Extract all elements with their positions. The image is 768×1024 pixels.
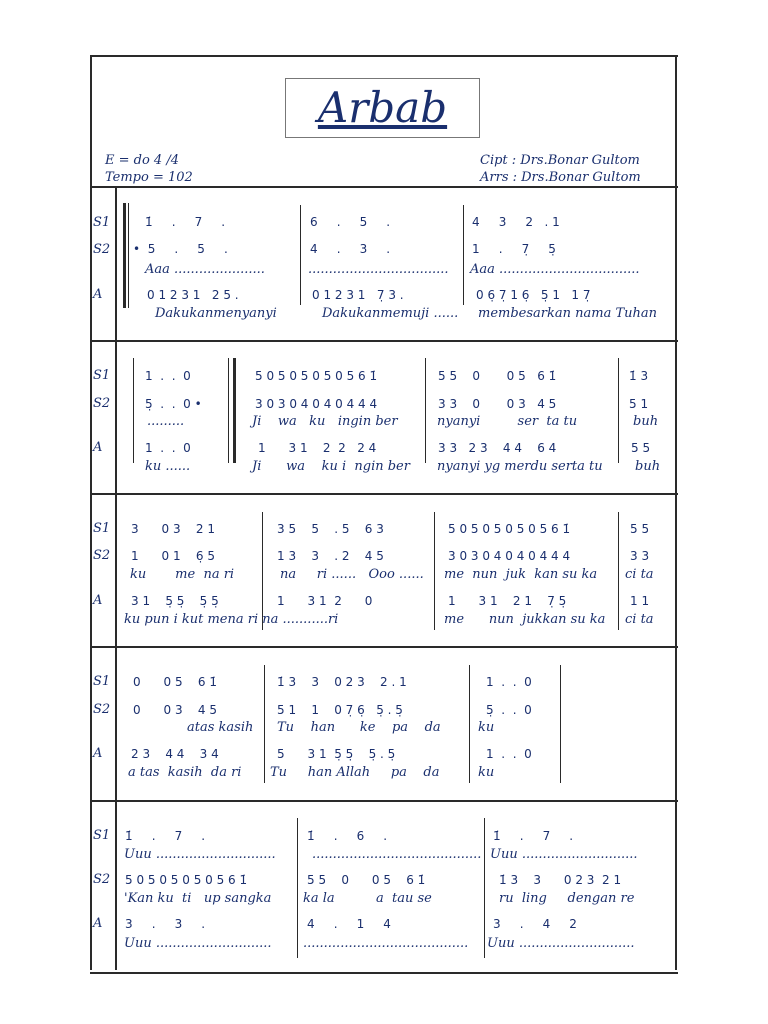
lyric: .................................. <box>308 262 449 277</box>
voice-label-s2: S2 <box>93 702 111 717</box>
lyric: Tu han ke pa da <box>277 720 441 735</box>
voice-label-a: A <box>93 440 103 455</box>
voice-label-s1: S1 <box>93 215 111 230</box>
lyric: buh <box>635 459 661 474</box>
lyric: ku <box>478 720 495 735</box>
measure: 1̇ . 7 . <box>125 829 206 843</box>
page-title: Arbab <box>317 83 448 132</box>
repeat-bar <box>128 203 129 308</box>
measure: 1̇ 3 <box>629 369 649 383</box>
measure: 4 . 3 . <box>310 242 391 256</box>
lyric: Dakukanmenyanyi <box>155 306 277 321</box>
lyric: ........................................ <box>303 936 469 951</box>
lyric: na ri ...... Ooo ...... <box>280 567 424 582</box>
measure: 1 . . 0 <box>486 675 532 689</box>
bar-line <box>618 358 619 463</box>
measure: 5 0 5 0 5 0 5 0 5 6 1̇ <box>448 522 571 536</box>
measure: 1̇ 3 3 0 2 3 2 . 1 <box>277 675 407 689</box>
arranger: Arrs : Drs.Bonar Gultom <box>480 170 641 185</box>
repeat-bar <box>228 358 229 463</box>
lyric: Tu han Allah pa da <box>270 765 440 780</box>
measure: 3 . 3 . <box>125 917 206 931</box>
bar-line <box>463 205 464 305</box>
measure: 1 1 <box>630 594 650 608</box>
system-divider <box>90 340 678 342</box>
lyric: a tas kasih da ri <box>128 765 242 780</box>
voice-label-s2: S2 <box>93 548 111 563</box>
frame-right <box>675 55 677 970</box>
bar-line <box>425 358 426 463</box>
measure: 1̇ 3 3 0 2 3 2 1 <box>499 873 622 887</box>
bar-line <box>469 665 470 783</box>
measure: 1 3 1 2 0 <box>277 594 373 608</box>
measure: 1 3 1 2 2 2 4 <box>258 441 377 455</box>
measure: 5 5 <box>630 522 650 536</box>
label-column-line <box>115 186 117 970</box>
lyric: Ji wa ku i ngin ber <box>252 459 410 474</box>
voice-label-s1: S1 <box>93 674 111 689</box>
measure: 3 0 3 0 4 0 4 0 4 4 4 <box>255 397 378 411</box>
measure: 1 . 7̣ 5̣ <box>472 242 556 256</box>
tempo: Tempo = 102 <box>105 170 193 185</box>
measure: 6 . 5 . <box>310 215 391 229</box>
lyric: membesarkan nama Tuhan <box>478 306 658 321</box>
measure: 4 . 1 4 <box>307 917 391 931</box>
bar-line <box>297 818 298 958</box>
measure: 5 0 5 0 5 0 5 0 5 6 1̇ <box>125 873 248 887</box>
lyric: nyanyi yg merdu serta tu <box>437 459 603 474</box>
measure: 5 5 0 0 5 6 1̇ <box>307 873 426 887</box>
measure: 5 0 5 0 5 0 5 0 5 6 1̇ <box>255 369 378 383</box>
measure: 1̇ . 7 . <box>493 829 574 843</box>
voice-label-s1: S1 <box>93 521 111 536</box>
lyric: Uuu ............................. <box>124 847 276 862</box>
lyric: ku me na ri <box>130 567 235 582</box>
measure: • 5 . 5 . <box>133 242 228 256</box>
lyric: ci ta <box>625 567 654 582</box>
bar-line <box>560 665 561 783</box>
lyric: ru ling dengan re <box>499 891 635 906</box>
lyric: Aaa ...................... <box>145 262 265 277</box>
measure: 3 . 4 2 <box>493 917 577 931</box>
lyric: ci ta <box>625 612 654 627</box>
voice-label-s2: S2 <box>93 396 111 411</box>
lyric: ku <box>478 765 495 780</box>
measure: 5 3 1 5̣ 5̣ 5̣ . 5̣ <box>277 747 396 761</box>
bar-line <box>434 512 435 630</box>
measure: 4 3 2 . 1 <box>472 215 560 229</box>
lyric: 'Kan ku ti up sangka <box>124 891 272 906</box>
lyric: ......... <box>147 414 185 429</box>
lyric: ka la a tau se <box>303 891 432 906</box>
voice-label-a: A <box>93 593 103 608</box>
system-divider <box>90 493 678 495</box>
measure: 5 1 <box>629 397 649 411</box>
measure: 5 5 <box>631 441 651 455</box>
measure: 5̣ . . 0 <box>486 703 532 717</box>
bar-line <box>133 358 134 463</box>
lyric: buh <box>633 414 659 429</box>
lyric: Uuu ............................ <box>490 847 638 862</box>
voice-label-s2: S2 <box>93 872 111 887</box>
bar-line <box>300 205 301 305</box>
measure: 1 3 1 2 1 7̣ 5̣ <box>448 594 567 608</box>
measure: 0 0 5 6 1̇ <box>133 675 217 689</box>
measure: 3 0 3 2 1 <box>131 522 215 536</box>
voice-label-a: A <box>93 746 103 761</box>
measure: 1̇ . 6 . <box>307 829 388 843</box>
voice-label-a: A <box>93 287 103 302</box>
bar-line <box>264 665 265 783</box>
bar-line <box>618 512 619 630</box>
measure: 1̇ . 7 . <box>145 215 226 229</box>
measure: 3 3 0 0 3 4 5 <box>438 397 557 411</box>
lyric: Dakukanmemuji ...... <box>322 306 459 321</box>
measure: 5 1 1 0 7̣ 6̣ 5̣ . 5̣ <box>277 703 403 717</box>
lyric: nyanyi ser ta tu <box>437 414 578 429</box>
measure: 1 . . 0 <box>145 369 191 383</box>
measure: 2 3 4 4 3 4 <box>131 747 219 761</box>
measure: 1 0 1 6̣ 5 <box>131 549 215 563</box>
lyric: me nun juk kan su ka <box>444 567 598 582</box>
voice-label-s1: S1 <box>93 368 111 383</box>
voice-label-s1: S1 <box>93 828 111 843</box>
measure: 3 3 2 3 4 4 6 4 <box>438 441 557 455</box>
lyric: ku ...... <box>145 459 191 474</box>
measure: 0 6̣ 7̣ 1 6̣ 5̣ 1 1 7̣ <box>476 288 591 302</box>
lyric: ......................................... <box>312 847 482 862</box>
measure: 1 . . 0 <box>145 441 191 455</box>
measure: 0 0 3 4 5 <box>133 703 217 717</box>
lyric: ku pun i kut mena ri na ...........ri <box>124 612 339 627</box>
system-divider <box>90 800 678 802</box>
measure: 3 5 5 . 5 6 3 <box>277 522 384 536</box>
title-box <box>285 78 480 138</box>
measure: 3 1 5̣ 5̣ 5̣ 5̣ <box>131 594 219 608</box>
measure: 3 3 <box>630 549 650 563</box>
voice-label-a: A <box>93 916 103 931</box>
composer: Cipt : Drs.Bonar Gultom <box>480 153 640 168</box>
repeat-bar <box>123 203 126 308</box>
lyric: Uuu ............................ <box>487 936 635 951</box>
repeat-bar <box>233 358 236 463</box>
measure: 1 . . 0 <box>486 747 532 761</box>
bar-line <box>484 818 485 958</box>
lyric: atas kasih <box>187 720 254 735</box>
system-divider <box>90 186 678 188</box>
lyric: Aaa .................................. <box>470 262 640 277</box>
voice-label-s2: S2 <box>93 242 111 257</box>
measure: 1 3 3 . 2 4 5 <box>277 549 384 563</box>
lyric: Uuu ............................ <box>124 936 272 951</box>
measure: 0 1 2 3 1 2 5 . <box>147 288 239 302</box>
measure: 5 5 0 0 5 6 1̇ <box>438 369 557 383</box>
frame-left <box>90 55 92 970</box>
lyric: Ji wa ku ingin ber <box>252 414 398 429</box>
key-signature: E = do 4 /4 <box>105 153 179 168</box>
measure: 5̣ . . 0 • <box>145 397 202 411</box>
lyric: me nun jukkan su ka <box>444 612 606 627</box>
measure: 3 0 3 0 4 0 4 0 4 4 4 <box>448 549 571 563</box>
system-divider <box>90 646 678 648</box>
measure: 0 1 2 3 1 7̣ 3 . <box>312 288 404 302</box>
